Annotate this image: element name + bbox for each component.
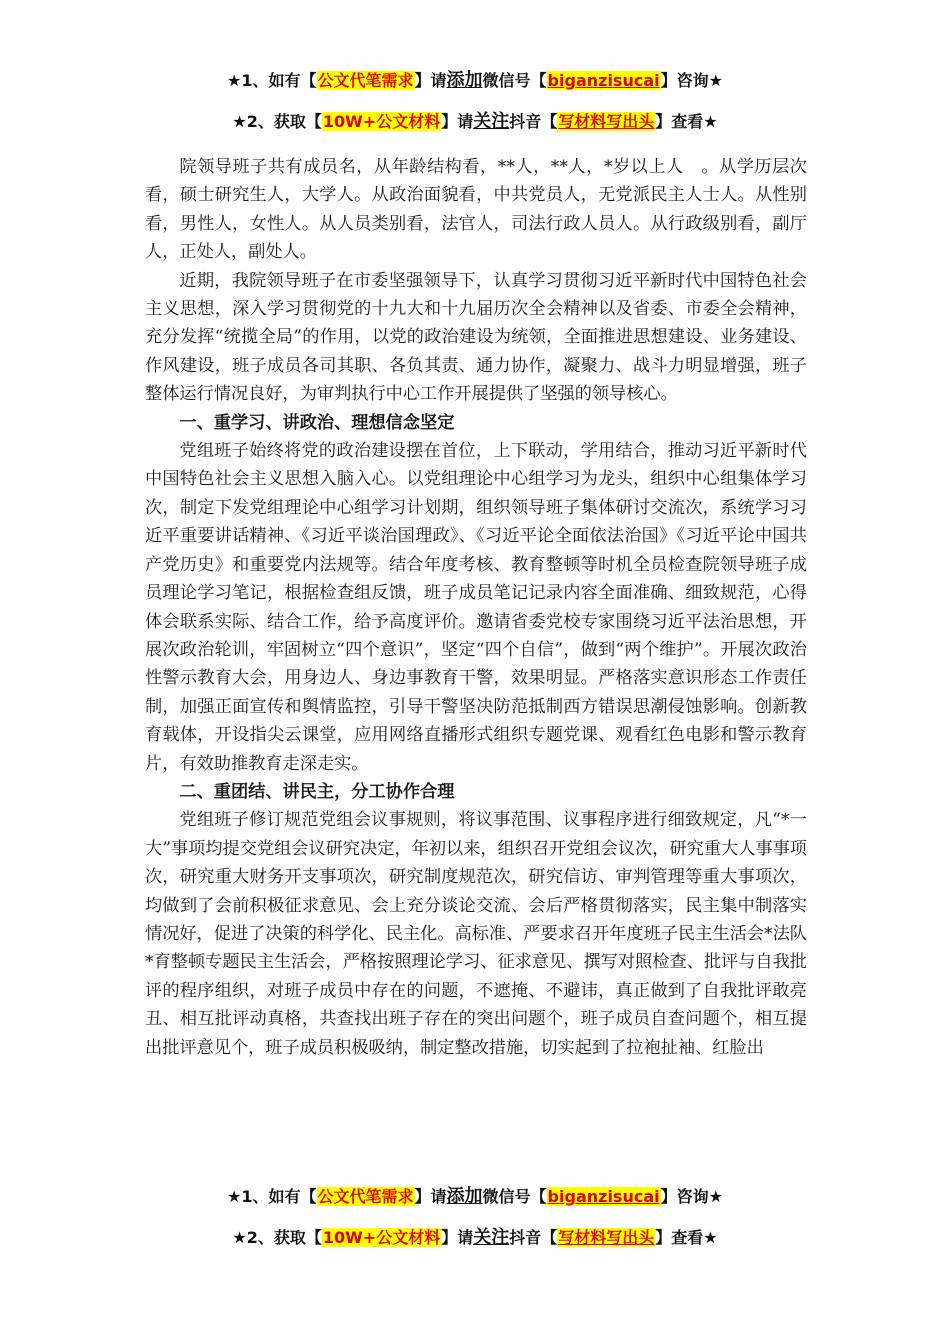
banner-text: 】请 — [414, 71, 447, 90]
document-body — [145, 153, 807, 1062]
banner-text: ★1、如有【 — [227, 71, 317, 90]
highlight-text: biganzisucai — [547, 1187, 660, 1206]
paragraph: 院领导班子共有成员名，从年龄结构看，**人，**人，*岁以上人 。从学历层次看，硕士研究生人，大学人。从政治面貌看，中共党员人，无党派民主人士人。从性别看，男性人，女性人。从人员类别看，法官人，司法行政人员人。从行政级别看，副厅人，正处人，副处人。 — [145, 157, 807, 263]
banner-text: 】请 — [414, 1187, 447, 1206]
highlight-text: 10W+公文材料 — [322, 112, 441, 131]
promo-banner-top-line2 — [0, 111, 950, 133]
highlight-text: 公文代笔需求 — [317, 1187, 414, 1206]
banner-text: 抖音【 — [509, 112, 558, 131]
section-heading: 二、重团结、讲民主，分工协作合理 — [179, 781, 455, 802]
banner-text: ★1、如有【 — [227, 1187, 317, 1206]
banner-text: ★2、获取【 — [232, 1228, 322, 1247]
underlined-text: 添加 — [446, 1186, 483, 1207]
highlight-text: biganzisucai — [547, 71, 660, 90]
banner-text: ★2、获取【 — [232, 112, 322, 131]
banner-text: 】咨询★ — [660, 71, 723, 90]
paragraph: 党组班子始终将党的政治建设摆在首位，上下联动，学用结合，推动习近平新时代中国特色社会主义思想入脑入心。以党组理论中心组学习为龙头，组织中心组集体学习次，制定下发党组理论中心组学习计划期，组织领导班子集体研讨交流次，系统学习习近平重要讲话精神、《习近平谈治国理政》、《习近平论全面依法治国》《习近平论中国共产党历史》和重要党内法规等。结合年度考核、教育整顿等时机全员检查院领导班子成员理论学习笔记，根据检查组反馈，班子成员笔记记录内容全面准确、细致规范，心得体会联系实际、结合工作，给予高度评价。邀请省委党校专家围绕习近平法治思想，开展次政治轮训，牢固树立“四个意识”，坚定“四个自信”，做到“两个维护”。开展次政治性警示教育大会，用身边人、身边事教育干警，效果明显。严格落实意识形态工作责任制，加强正面宣传和舆情监控，引导干警坚决防范抵制西方错误思潮侵蚀影响。创新教育载体，开设指尖云课堂，应用网络直播形式组织专题党课、观看红色电影和警示教育片，有效助推教育走深走实。 — [145, 441, 807, 774]
highlight-text: 写材料写出头 — [558, 112, 655, 131]
banner-text: 微信号【 — [482, 71, 547, 90]
underlined-text: 关注 — [473, 1227, 510, 1248]
highlight-text: 10W+公文材料 — [322, 1228, 441, 1247]
banner-text: 】咨询★ — [660, 1187, 723, 1206]
banner-text: 】请 — [441, 1228, 474, 1247]
banner-text: 】请 — [441, 112, 474, 131]
banner-text: 抖音【 — [509, 1228, 558, 1247]
banner-text: 】查看★ — [655, 1228, 718, 1247]
highlight-text: 公文代笔需求 — [317, 71, 414, 90]
banner-text: 微信号【 — [482, 1187, 547, 1206]
underlined-text: 添加 — [446, 70, 483, 91]
underlined-text: 关注 — [473, 111, 510, 132]
paragraph: 党组班子修订规范党组会议事规则，将议事范围、议事程序进行细致规定，凡“*一大”事项均提交党组会议研究决定，年初以来，组织召开党组会议次，研究重大人事事项次，研究重大财务开支事项次，研究制度规范次，研究信访、审判管理等重大事项次，均做到了会前积极征求意见、会上充分谈论交流、会后严格贯彻落实，民主集中制落实情况好，促进了决策的科学化、民主化。高标准、严要求召开年度班子民主生活会*法队*育整顿专题民主生活会，严格按照理论学习、征求意见、撰写对照检查、批评与自我批评的程序组织，对班子成员中存在的问题，不遮掩、不避讳，真正做到了自我批评敢亮丑、相互批评动真格，共查找出班子存在的突出问题个，班子成员自查问题个，相互提出批评意见个，班子成员积极吸纳，制定整改措施，切实起到了拉袍扯袖、红脸出 — [145, 810, 807, 1058]
banner-text: 】查看★ — [655, 112, 718, 131]
section-heading: 一、重学习、讲政治、理想信念坚定 — [179, 412, 455, 433]
promo-banner-bottom-line2 — [0, 1227, 950, 1249]
paragraph: 近期，我院领导班子在市委坚强领导下，认真学习贯彻习近平新时代中国特色社会主义思想，深入学习贯彻党的十九大和十九届历次全会精神以及省委、市委全会精神，充分发挥“统揽全局”的作用，以党的政治建设为统领，全面推进思想建设、业务建设、作风建设，班子成员各司其职、各负其责、通力协作，凝聚力、战斗力明显增强，班子整体运行情况良好，为审判执行中心工作开展提供了坚强的领导核心。 — [145, 270, 807, 405]
promo-banner-top-line1 — [0, 70, 950, 92]
highlight-text: 写材料写出头 — [558, 1228, 655, 1247]
promo-banner-bottom-line1 — [0, 1186, 950, 1208]
